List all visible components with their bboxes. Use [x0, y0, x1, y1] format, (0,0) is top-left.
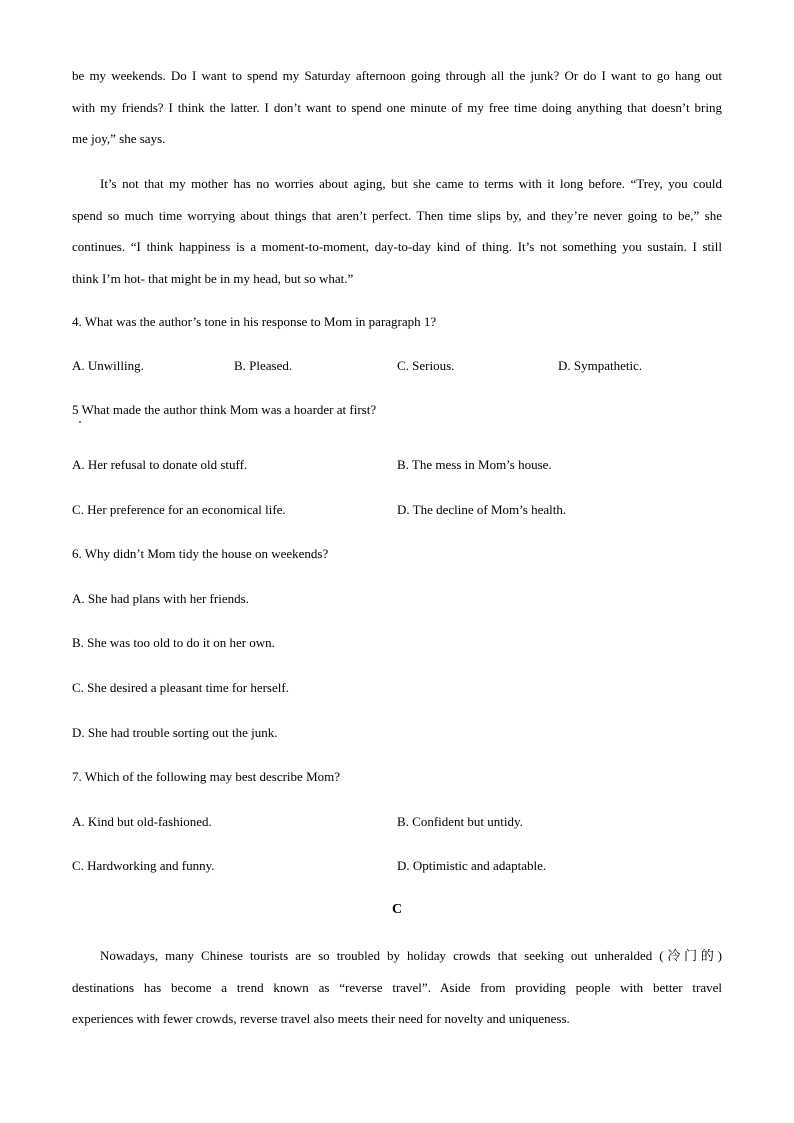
question-6-option-a: A. She had plans with her friends. [72, 591, 249, 606]
question-4-option-a: A. Unwilling. [72, 358, 144, 373]
paragraph-3-line-3: experiences with fewer crowds, reverse travel also meets their need for novelty and uniqueness. [72, 1011, 570, 1026]
question-7-option-d: D. Optimistic and adaptable. [397, 858, 547, 873]
stray-mark [79, 421, 81, 423]
paragraph-2-line-2: spend so much time worrying about things that aren’t perfect. Then time slips by, and they’re never going to be,” she [72, 207, 722, 223]
question-4-stem: 4. What was the author’s tone in his response to Mom in paragraph 1? [72, 314, 437, 329]
question-6-option-d: D. She had trouble sorting out the junk. [72, 725, 278, 740]
paragraph-3-line-2: destinations has become a trend known as “reverse travel”. Aside from providing people with better travel [72, 979, 722, 995]
question-5-stem: 5 What made the author think Mom was a hoarder at first? [72, 402, 377, 417]
question-7-option-c: C. Hardworking and funny. [72, 858, 215, 873]
question-7-option-b: B. Confident but untidy. [397, 814, 523, 829]
question-6-stem: 6. Why didn’t Mom tidy the house on weekends? [72, 546, 329, 561]
question-4-option-b: B. Pleased. [234, 358, 293, 373]
paragraph-2-line-1: It’s not that my mother has no worries about aging, but she came to terms with it long before. “Trey, you could [100, 176, 722, 191]
paragraph-1-line-2: with my friends? I think the latter. I don’t want to spend one minute of my free time doing anything that doesn’t bring [72, 99, 722, 115]
paragraph-1 [72, 60, 722, 155]
paragraph-2-line-3: continues. “I think happiness is a moment-to-moment, day-to-day kind of thing. It’s not something you sustain. I still [72, 239, 722, 254]
question-5-option-b: B. The mess in Mom’s house. [397, 457, 552, 472]
question-5-option-c: C. Her preference for an economical life. [72, 502, 286, 517]
section-heading: C [391, 902, 403, 917]
paragraph-1-line-1: be my weekends. Do I want to spend my Saturday afternoon going through all the junk? Or do I want to go hang out [72, 68, 722, 83]
question-4-option-c: C. Serious. [397, 358, 455, 373]
question-6-option-b: B. She was too old to do it on her own. [72, 635, 275, 650]
question-5-option-d: D. The decline of Mom’s health. [397, 502, 567, 517]
question-7-option-a: A. Kind but old-fashioned. [72, 814, 212, 829]
paragraph-2 [72, 168, 722, 294]
paragraph-1-line-3: me joy,” she says. [72, 131, 166, 146]
paragraph-2-line-4: think I’m hot- that might be in my head, but so what.” [72, 270, 354, 286]
question-4-option-d: D. Sympathetic. [558, 358, 643, 373]
question-5-option-a: A. Her refusal to donate old stuff. [72, 457, 248, 472]
question-6-option-c: C. She desired a pleasant time for herself. [72, 680, 289, 695]
paragraph-3 [72, 940, 722, 1035]
question-7-stem: 7. Which of the following may best describe Mom? [72, 769, 341, 784]
paragraph-3-line-1: Nowadays, many Chinese tourists are so troubled by holiday crowds that seeking out unheralded (冷门的) [100, 948, 722, 963]
